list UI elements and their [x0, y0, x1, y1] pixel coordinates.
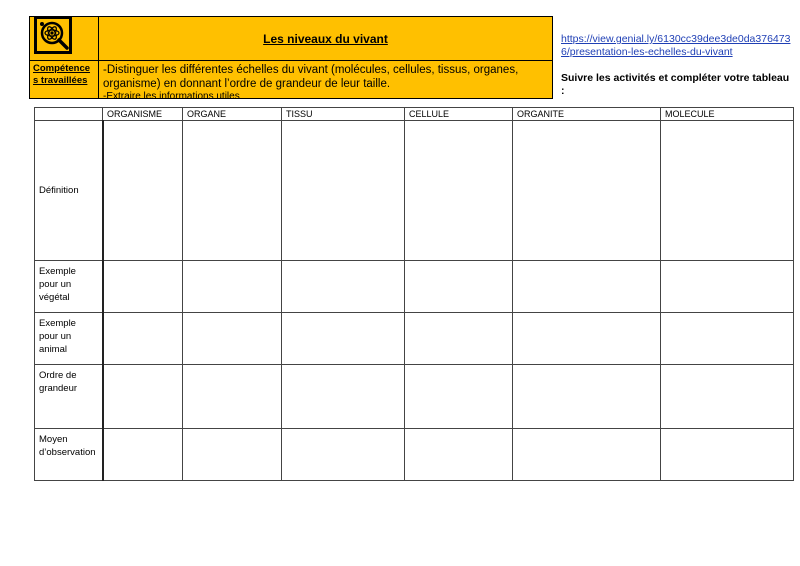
header-box — [29, 16, 553, 102]
competences-text-cell — [99, 61, 552, 102]
table-cell[interactable] — [282, 261, 405, 313]
genially-link[interactable]: https://view.genial.ly/6130cc39dee3de0da3764736/presentation-les-echelles-du-vivant — [561, 33, 791, 58]
header-cell-organe: ORGANE — [183, 108, 282, 121]
table-cell[interactable] — [183, 261, 282, 313]
table-cell[interactable] — [103, 261, 183, 313]
table-cell[interactable] — [661, 121, 794, 261]
table-cell[interactable] — [405, 261, 513, 313]
header-cell-organite: ORGANITE — [513, 108, 661, 121]
instruction-text: Suivre les activités et compléter votre tableau : — [561, 72, 790, 97]
row-label-animal: Exemple pour un animal — [35, 313, 103, 365]
table-cell[interactable] — [103, 121, 183, 261]
competences-label-cell — [30, 61, 99, 98]
row-label-vegetal: Exemple pour un végétal — [35, 261, 103, 313]
table-cell[interactable] — [282, 313, 405, 365]
table-cell[interactable] — [183, 365, 282, 429]
table-cell[interactable] — [661, 313, 794, 365]
table-cell[interactable] — [282, 121, 405, 261]
competence-main: -Distinguer les différentes échelles du vivant (molécules, cellules, tissus, organes, organisme) en donnant l’ordre de grandeur de leur taille. — [103, 64, 519, 90]
table-cell[interactable] — [513, 365, 661, 429]
competences-label: Compétences travaillées — [33, 63, 91, 86]
row-label-definition: Définition — [35, 121, 103, 261]
header-cell-organisme: ORGANISME — [103, 108, 183, 121]
logo-cell — [30, 17, 99, 61]
header-cell-empty — [35, 108, 103, 121]
header-cell-tissu: TISSU — [282, 108, 405, 121]
table-cell[interactable] — [183, 121, 282, 261]
table-cell[interactable] — [661, 429, 794, 481]
table-cell[interactable] — [405, 313, 513, 365]
table-cell[interactable] — [282, 365, 405, 429]
table-cell[interactable] — [405, 365, 513, 429]
row-label-ordre-de-grandeur: Ordre de grandeur — [35, 365, 103, 429]
table-cell[interactable] — [661, 365, 794, 429]
page-title: Les niveaux du vivant — [263, 31, 388, 46]
table-cell[interactable] — [513, 429, 661, 481]
table-row — [35, 121, 794, 261]
table-cell[interactable] — [513, 121, 661, 261]
table-row — [35, 365, 794, 429]
magnifier-atom-icon — [33, 15, 73, 55]
table-cell[interactable] — [513, 261, 661, 313]
table-cell[interactable] — [405, 429, 513, 481]
competence-sub: -Extraire les informations utiles — [103, 91, 240, 102]
table-cell[interactable] — [183, 313, 282, 365]
table-cell[interactable] — [103, 365, 183, 429]
title-cell — [99, 17, 552, 61]
table-cell[interactable] — [183, 429, 282, 481]
table-cell[interactable] — [405, 121, 513, 261]
row-label-moyen-observation: Moyen d’observation — [35, 429, 103, 481]
header-cell-molecule: MOLECULE — [661, 108, 794, 121]
table-cell[interactable] — [513, 313, 661, 365]
table-row — [35, 261, 794, 313]
levels-table — [34, 107, 794, 481]
table-header-row — [35, 108, 794, 121]
table-cell[interactable] — [661, 261, 794, 313]
header-cell-cellule: CELLULE — [405, 108, 513, 121]
table-cell[interactable] — [103, 313, 183, 365]
table-cell[interactable] — [282, 429, 405, 481]
table-row — [35, 313, 794, 365]
table-cell[interactable] — [103, 429, 183, 481]
table-row — [35, 429, 794, 481]
